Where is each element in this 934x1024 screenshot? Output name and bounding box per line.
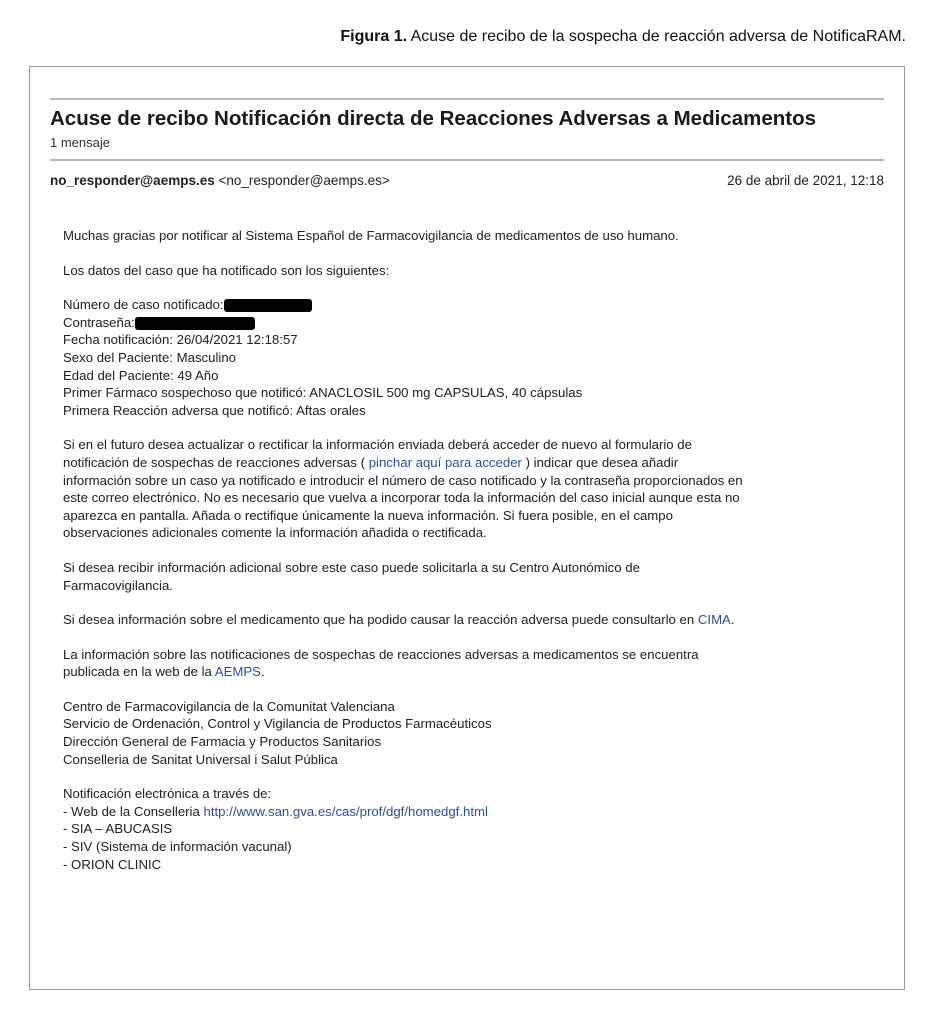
figure-label: Figura 1. xyxy=(340,28,408,45)
signature-line: Dirección General de Farmacia y Productos Sanitarios xyxy=(63,734,382,750)
greeting: Muchas gracias por notificar al Sistema Español de Farmacovigilancia de medicamentos de uso humano. xyxy=(63,228,679,243)
channel-item: - SIA – ABUCASIS xyxy=(63,821,173,837)
figure-caption xyxy=(340,28,906,46)
signature-line: Centro de Farmacovigilancia de la Comunitat Valenciana xyxy=(63,698,395,714)
signature-block xyxy=(63,698,873,768)
aemps-paragraph: La información sobre las notificaciones de sospechas de reacciones adversas a medicamentos se encuentra publicada en la web de la AEMPS. xyxy=(63,646,699,680)
detail-line: Edad del Paciente: 49 Año xyxy=(63,367,219,383)
detail-line: Primera Reacción adversa que notificó: Aftas orales xyxy=(63,402,366,418)
conselleria-url-link[interactable]: http://www.san.gva.es/cas/prof/dgf/homedgf.html xyxy=(203,803,488,819)
redaction-block xyxy=(224,299,312,312)
aemps-link[interactable]: AEMPS xyxy=(214,664,261,680)
signature-line: Servicio de Ordenación, Control y Vigilancia de Productos Farmacéuticos xyxy=(63,716,492,732)
update-paragraph: Si en el futuro desea actualizar o rectificar la información enviada deberá acceder de nuevo al formulario de notificación de sospechas de reacciones adversas ( pinchar aquí para acceder ) indicar que desea añadir información sobre un caso ya notificado e introducir el número de caso notificado y la contraseña proporcionados en este correo electrónico. No es necesario que vuelva a incorporar toda la información del caso inicial aunque esta no aparezca en pantalla. Añada o rectifique únicamente la nueva información. Si fuera posible, en el campo observaciones adicionales comente la información añadida o rectificada. xyxy=(63,437,743,541)
sender-address: <no_responder@aemps.es> xyxy=(218,173,390,188)
channel-item: - Web de la Conselleria http://www.san.gva.es/cas/prof/dgf/homedgf.html xyxy=(63,803,488,819)
case-details xyxy=(63,296,873,419)
detail-line: Primer Fármaco sospechoso que notificó: ANACLOSIL 500 mg CAPSULAS, 40 cápsulas xyxy=(63,385,583,401)
email-body xyxy=(63,227,873,890)
email-subject: Acuse de recibo Notificación directa de Reacciones Adversas a Medicamentos xyxy=(50,107,816,130)
cima-paragraph: Si desea información sobre el medicamento que ha podido causar la reacción adversa puede consultarlo en CIMA. xyxy=(63,612,735,628)
channel-item: - SIV (Sistema de información vacunal) xyxy=(63,839,292,855)
channels-title: Notificación electrónica a través de: xyxy=(63,786,272,802)
figure-caption-text: Acuse de recibo de la sospecha de reacción adversa de NotificaRAM. xyxy=(410,28,906,45)
signature-line: Conselleria de Sanitat Universal i Salut Pública xyxy=(63,751,338,767)
additional-info-paragraph: Si desea recibir información adicional sobre este caso puede solicitarla a su Centro Autonómico de Farmacovigilancia. xyxy=(63,559,640,593)
message-count: 1 mensaje xyxy=(50,135,110,150)
password-line: Contraseña: xyxy=(63,314,873,332)
detail-line: Fecha notificación: 26/04/2021 12:18:57 xyxy=(63,332,298,348)
channels-list xyxy=(63,785,873,873)
sender xyxy=(50,173,390,188)
email-screenshot xyxy=(29,66,905,990)
access-form-link[interactable]: pinchar aquí para acceder xyxy=(368,454,522,470)
cima-link[interactable]: CIMA xyxy=(697,612,731,628)
redaction-block xyxy=(135,317,255,330)
intro: Los datos del caso que ha notificado son los siguientes: xyxy=(63,262,390,278)
sender-name: no_responder@aemps.es xyxy=(50,173,215,188)
channel-item: - ORION CLINIC xyxy=(63,856,162,872)
email-date: 26 de abril de 2021, 12:18 xyxy=(727,173,884,188)
divider xyxy=(50,98,884,100)
divider xyxy=(50,159,884,161)
detail-line: Sexo del Paciente: Masculino xyxy=(63,349,237,365)
case-number-line: Número de caso notificado: xyxy=(63,296,873,314)
